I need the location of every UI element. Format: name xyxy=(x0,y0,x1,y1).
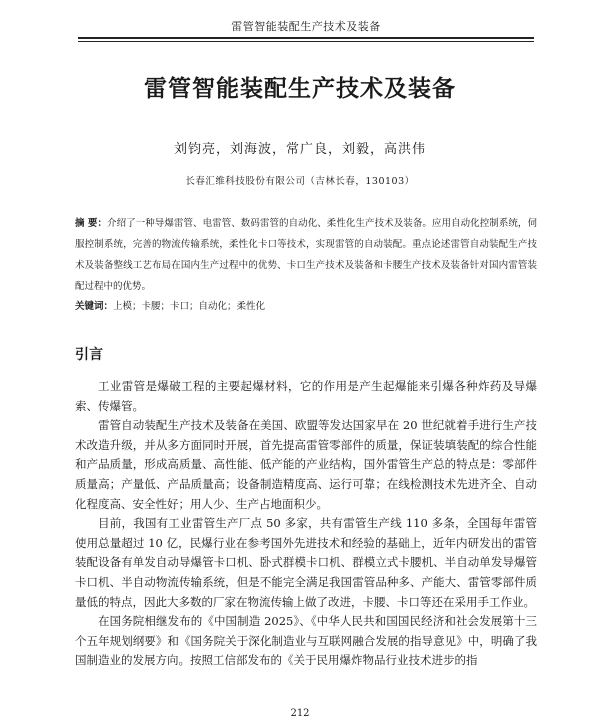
paragraph: 目前，我国有工业雷管生产厂点 50 多家，共有雷管生产线 110 多条，全国每年雷管使用总量超过 10 亿，民爆行业在参考国外先进技术和经验的基础上，近年内研发出的雷管装配设备有单发自动导爆管卡口机、卧式群模卡口机、群模立式卡腰机、半自动单发导爆管卡口机、半自动物流传输系统，但是不能完全满足我国雷管品种多、产能大、雷管零部件质量低的特点，因此大多数的厂家在物流传输上做了改进，卡腰、卡口等还在采用手工作业。 xyxy=(75,516,537,609)
body-text xyxy=(75,377,537,671)
keywords xyxy=(75,297,537,317)
paragraph: 工业雷管是爆破工程的主要起爆材料，它的作用是产生起爆能来引爆各种炸药及导爆索、传爆管。 xyxy=(75,379,537,413)
section-heading: 引言 xyxy=(75,347,103,363)
page-number: 212 xyxy=(290,708,310,719)
author-list: 刘钧亮，刘海波，常广良，刘毅，高洪伟 xyxy=(173,142,426,157)
keywords-text: 上模；卡腰；卡口；自动化；柔性化 xyxy=(113,301,266,312)
keywords-label: 关键词： xyxy=(75,301,114,312)
paragraph: 雷管自动装配生产技术及装备在美国、欧盟等发达国家早在 20 世纪就着手进行生产技术改造升级，并从多方面同时开展，首先提高雷管零部件的质量，保证装填装配的综合性能和产品质量，形成高质量、高性能、低产能的产业结构，国外雷管生产总的特点是：零部件质量高；产量低、产品质量高；设备制造精度高、运行可靠；在线检测技术先进齐全、自动化程度高、安全性好；用人少、生产占地面积少。 xyxy=(75,418,537,511)
running-head: 雷管智能装配生产技术及装备 xyxy=(78,18,534,39)
paragraph: 在国务院相继发布的《中国制造 2025》、《中华人民共和国国民经济和社会发展第十三个五年规划纲要》和《国务院关于深化制造业与互联网融合发展的指导意见》中，明确了我国制造业的发展方向。按照工信部发布的《关于民用爆炸物品行业技术进步的指 xyxy=(75,614,537,668)
abstract-text: 介绍了一种导爆雷管、电雷管、数码雷管的自动化、柔性化生产技术及装备。应用自动化控制系统，伺服控制系统，完善的物流传输系统，柔性化卡口等技术，实现雷管的自动装配。重点论述雷管自动装配生产技术及装备整线工艺布局在国内生产过程中的优势、卡口生产技术及装备和卡腰生产技术及装备针对国内雷管装配过程中的优势。 xyxy=(75,218,537,292)
abstract-label: 摘 要： xyxy=(75,218,108,229)
abstract xyxy=(75,213,537,297)
affiliation: 长春汇维科技股份有限公司（吉林长春，130103） xyxy=(185,176,415,187)
paper-title: 雷管智能装配生产技术及装备 xyxy=(144,76,456,102)
